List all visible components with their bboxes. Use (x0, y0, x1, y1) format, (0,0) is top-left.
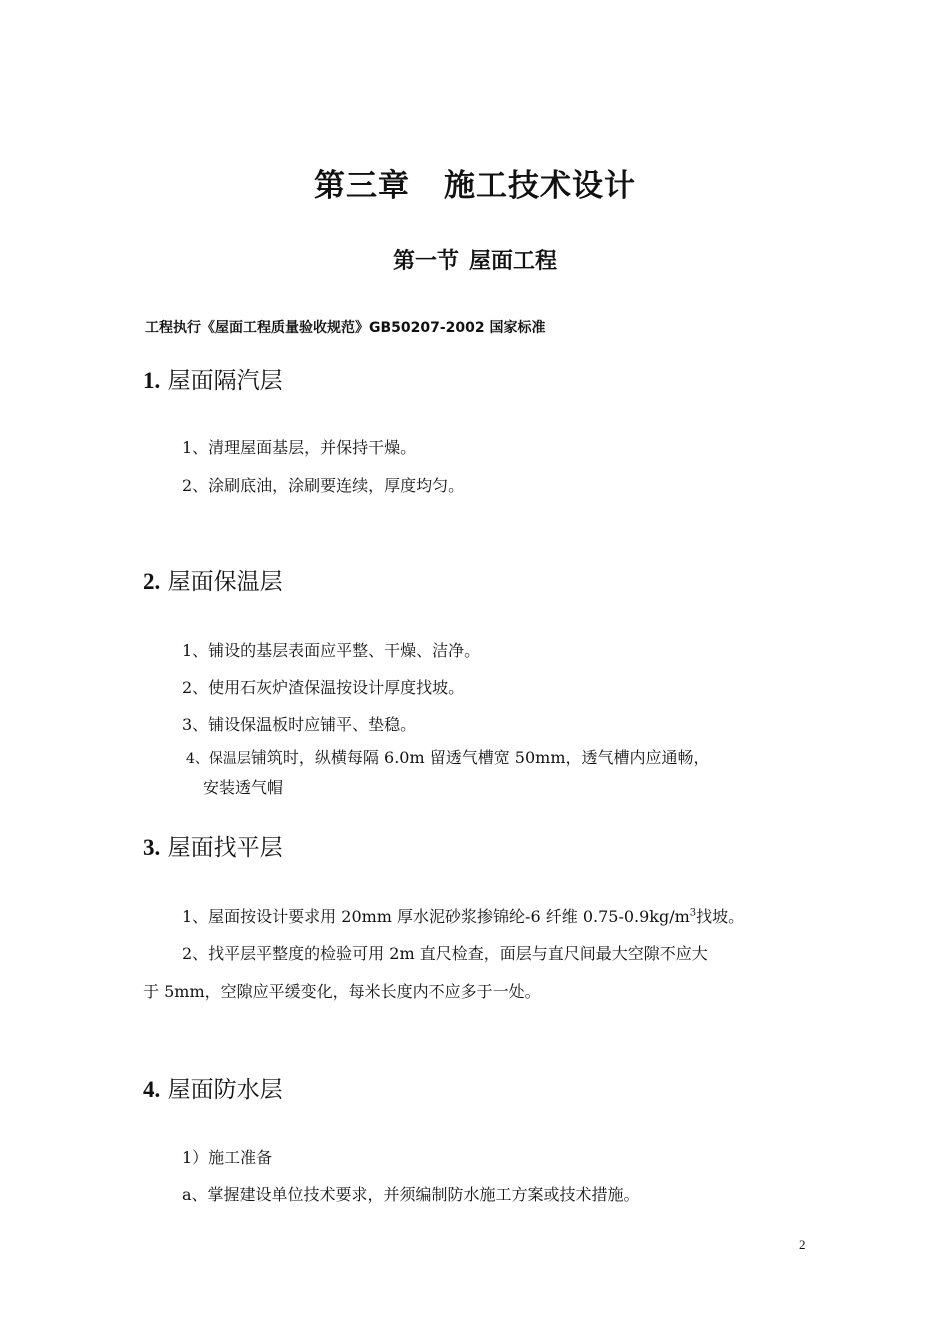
heading-number: 1. (143, 368, 161, 393)
list-item-prefix: 4、保温层 (186, 751, 251, 767)
chapter-number: 第三章 (314, 168, 410, 204)
chapter-name: 施工技术设计 (444, 168, 636, 204)
list-item-continuation: 于 5mm，空隙应平缓变化，每米长度内不应多于一处。 (143, 982, 541, 1001)
heading-waterproofing (143, 1071, 283, 1104)
list-item (182, 904, 744, 927)
page-number: 2 (799, 1237, 806, 1252)
section-number: 第一节 (392, 249, 459, 274)
list-item: 1、铺设的基层表面应平整、干燥、洁净。 (182, 641, 481, 660)
section-title (0, 244, 950, 275)
heading-text: 屋面保温层 (167, 569, 283, 595)
list-item: 1、清理屋面基层，并保持干燥。 (182, 438, 417, 457)
list-item-text: 1、屋面按设计要求用 20mm 厚水泥砂浆掺锦纶-6 纤维 0.75-0.9kg/m (182, 907, 690, 926)
heading-text: 屋面隔汽层 (167, 368, 283, 394)
section-name: 屋面工程 (469, 249, 558, 274)
heading-insulation (143, 563, 283, 596)
standard-reference: 工程执行《屋面工程质量验收规范》GB50207-2002 国家标准 (145, 320, 546, 336)
heading-number: 4. (143, 1077, 161, 1102)
list-item: 2、找平层平整度的检验可用 2m 直尺检查，面层与直尺间最大空隙不应大 (182, 944, 708, 963)
superscript: 3 (689, 907, 697, 919)
list-item-tail: 找坡。 (696, 907, 745, 926)
heading-number: 2. (143, 569, 161, 594)
list-item: 3、铺设保温板时应铺平、垫稳。 (182, 715, 417, 734)
chapter-title (0, 160, 950, 205)
heading-leveling (143, 829, 283, 862)
list-item: 1）施工准备 (182, 1148, 273, 1167)
list-item-text: 铺筑时，纵横每隔 6.0m 留透气槽宽 50mm，透气槽内应通畅， (250, 748, 710, 767)
list-item: 2、涂刷底油，涂刷要连续，厚度均匀。 (182, 476, 465, 495)
heading-text: 屋面找平层 (167, 835, 283, 861)
heading-vapor-barrier (143, 362, 283, 395)
list-item (186, 745, 710, 768)
heading-number: 3. (143, 835, 161, 860)
list-item: a、掌握建设单位技术要求，并须编制防水施工方案或技术措施。 (182, 1185, 640, 1204)
heading-text: 屋面防水层 (167, 1077, 283, 1103)
list-item: 2、使用石灰炉渣保温按设计厚度找坡。 (182, 678, 465, 697)
list-item-continuation: 安装透气帽 (203, 778, 284, 797)
